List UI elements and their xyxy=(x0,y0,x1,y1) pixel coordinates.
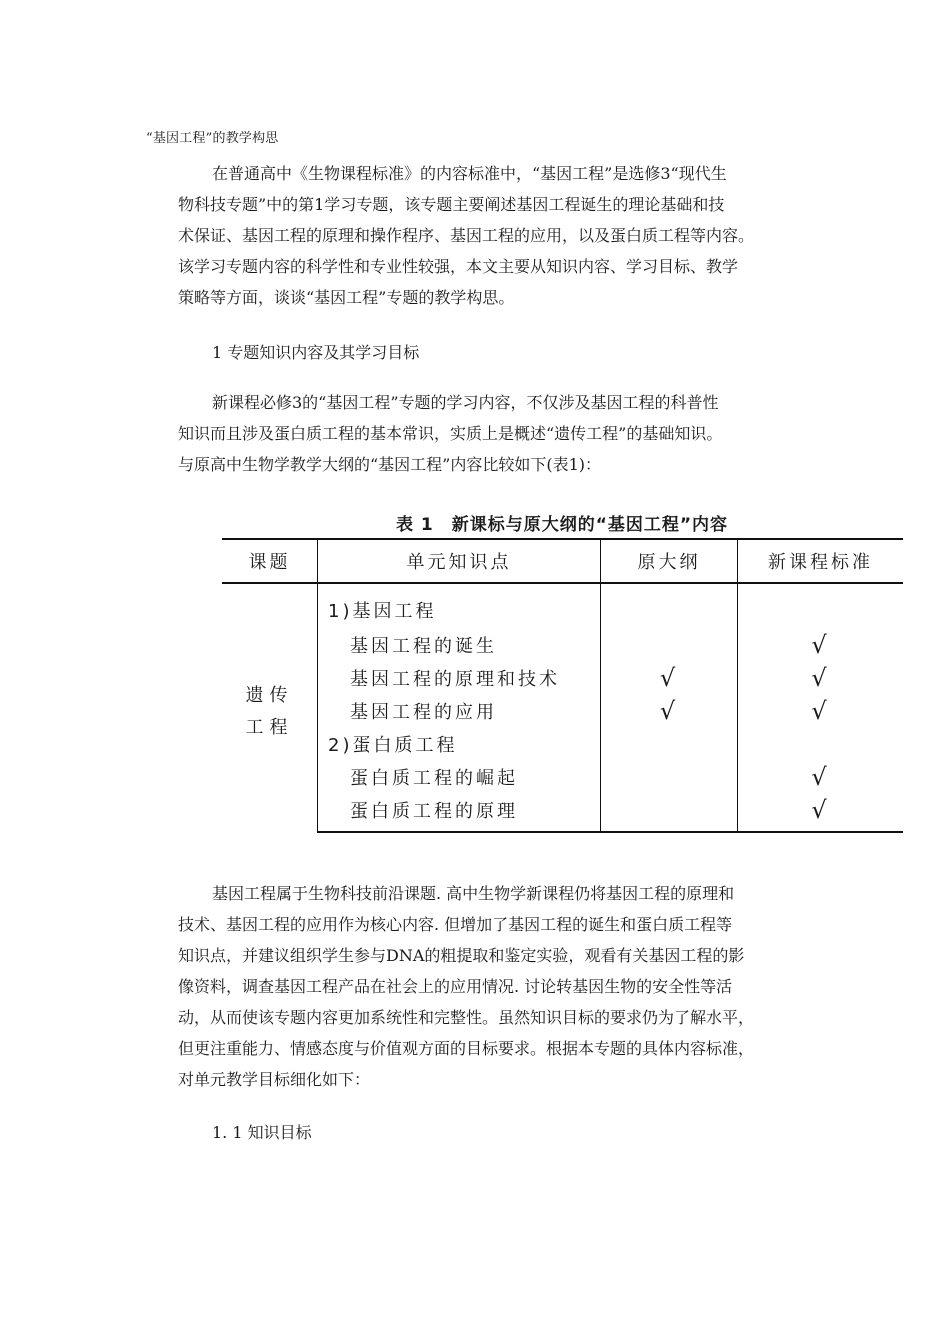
old-syllabus-mark: √ xyxy=(601,694,738,727)
text-line: 技术、基因工程的应用作为核心内容. 但增加了基因工程的诞生和蛋白质工程等 xyxy=(178,915,733,934)
table-row xyxy=(222,628,903,661)
table-row xyxy=(222,727,903,760)
new-standard-mark xyxy=(738,583,904,628)
new-standard-mark: √ xyxy=(811,663,830,692)
header-points: 单元知识点 xyxy=(318,539,601,583)
header-old-syllabus: 原大纲 xyxy=(601,539,738,583)
text-line: 基因工程属于生物科技前沿课题. 高中生物学新课程仍将基因工程的原理和 xyxy=(212,884,735,903)
knowledge-point: 1)基因工程 xyxy=(318,583,601,628)
knowledge-point: 蛋白质工程的原理 xyxy=(318,793,601,832)
header-new-standard: 新课程标准 xyxy=(738,539,904,583)
text-line: 策略等方面，谈谈“基因工程”专题的教学构思。 xyxy=(178,288,515,307)
section1-paragraph xyxy=(178,387,818,480)
table-row xyxy=(222,661,903,694)
new-standard-mark: √ xyxy=(811,696,830,725)
new-standard-mark: √ xyxy=(811,630,830,659)
comparison-table xyxy=(222,538,903,833)
text-line: 在普通高中《生物课程标准》的内容标准中，“基因工程”是选修3“现代生 xyxy=(212,164,727,183)
table-row xyxy=(222,583,903,628)
text-line: 知识而且涉及蛋白质工程的基本常识，实质上是概述“遗传工程”的基础知识。 xyxy=(178,424,723,443)
topic-line: 遗传 xyxy=(245,685,294,706)
new-standard-mark: √ xyxy=(811,762,830,791)
section-heading: 1. 1 知识目标 xyxy=(212,1123,312,1142)
table-row xyxy=(222,793,903,832)
body-paragraph xyxy=(178,878,818,1095)
text-line: 但更注重能力、情感态度与价值观方面的目标要求。根据本专题的具体内容标准， xyxy=(178,1039,755,1058)
knowledge-point: 基因工程的诞生 xyxy=(318,628,601,661)
table-row xyxy=(222,760,903,793)
section-heading: 1 专题知识内容及其学习目标 xyxy=(212,343,420,362)
old-syllabus-mark xyxy=(601,727,738,760)
text-line: 新课程必修3的“基因工程”专题的学习内容，不仅涉及基因工程的科普性 xyxy=(212,393,719,412)
old-syllabus-mark xyxy=(601,760,738,793)
old-syllabus-mark xyxy=(601,793,738,832)
new-standard-mark: √ xyxy=(738,793,904,832)
knowledge-point: 2)蛋白质工程 xyxy=(318,727,601,760)
knowledge-point: 基因工程的原理和技术 xyxy=(318,661,601,694)
text-line: 像资料，调查基因工程产品在社会上的应用情况. 讨论转基因生物的安全性等活 xyxy=(178,977,733,996)
text-line: 对单元教学目标细化如下： xyxy=(178,1070,371,1089)
knowledge-point: 蛋白质工程的崛起 xyxy=(318,760,601,793)
topic-cell xyxy=(222,583,318,832)
knowledge-point: 基因工程的应用 xyxy=(318,694,601,727)
old-syllabus-mark xyxy=(601,628,738,661)
text-line: 该学习专题内容的科学性和专业性较强，本文主要从知识内容、学习目标、教学 xyxy=(178,257,739,276)
topic-line: 工程 xyxy=(245,717,294,738)
new-standard-mark xyxy=(738,727,904,760)
text-line: 与原高中生物学教学大纲的“基因工程”内容比较如下(表1)： xyxy=(178,455,602,474)
table-caption: 表 1 新课标与原大纲的“基因工程”内容 xyxy=(395,515,729,535)
document-title: “基因工程”的教学构思 xyxy=(146,131,279,146)
intro-paragraph xyxy=(178,158,818,313)
table-row xyxy=(222,694,903,727)
text-line: 知识点，并建议组织学生参与DNA的粗提取和鉴定实验，观看有关基因工程的影 xyxy=(178,946,745,965)
table-header-row xyxy=(222,539,903,583)
text-line: 物科技专题”中的第1学习专题，该专题主要阐述基因工程诞生的理论基础和技 xyxy=(178,195,725,214)
header-topic: 课题 xyxy=(222,539,318,583)
old-syllabus-mark xyxy=(601,583,738,628)
text-line: 动，从而使该专题内容更加系统性和完整性。虽然知识目标的要求仍为了解水平， xyxy=(178,1008,755,1027)
old-syllabus-mark: √ xyxy=(601,661,738,694)
text-line: 术保证、基因工程的原理和操作程序、基因工程的应用，以及蛋白质工程等内容。 xyxy=(178,226,755,245)
